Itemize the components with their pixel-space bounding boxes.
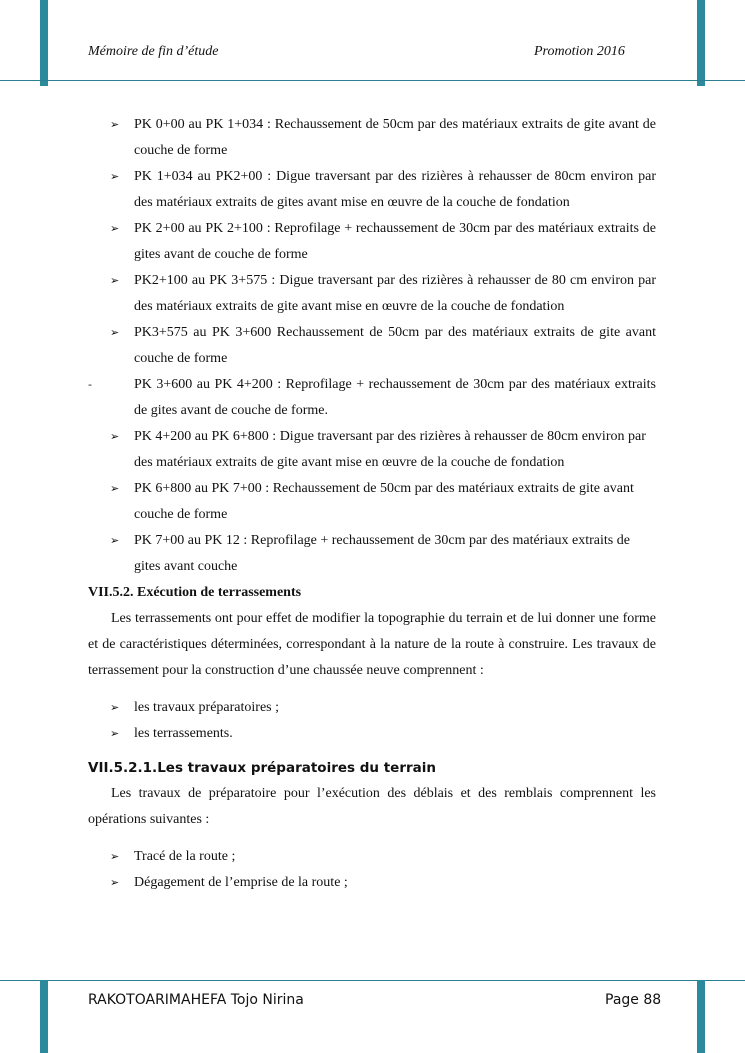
list-item-text: PK 3+600 au PK 4+200 : Reprofilage + rechaussement de 30cm par des matériaux extraits de gites avant de couche de forme. <box>134 377 656 418</box>
section-paragraph: Les terrassements ont pour effet de modifier la topographie du terrain et de lui donner une forme et de caractéristiques déterminées, correspondant à la nature de la route à construire. Les travaux de terrassement pour la construction d’une chaussée neuve comprennent : <box>88 611 656 678</box>
arrow-bullet-icon: ➢ <box>110 326 120 339</box>
list-item-text: PK 2+00 au PK 2+100 : Reprofilage + rechaussement de 30cm par des matériaux extraits de gites avant de couche de forme <box>134 221 656 262</box>
list-item <box>88 476 656 528</box>
list-item-text: PK 1+034 au PK2+00 : Digue traversant par des rizières à rehausser de 80cm environ par des matériaux extraits de gites avant mise en œuvre de la couche de fondation <box>134 169 656 210</box>
subsection-paragraph: Les travaux de préparatoire pour l’exécution des déblais et des remblais comprennent les opérations suivantes : <box>88 786 656 827</box>
arrow-bullet-icon: ➢ <box>110 430 120 443</box>
arrow-bullet-icon: ➢ <box>110 482 120 495</box>
page-content <box>88 112 656 896</box>
section-heading: VII.5.2. Exécution de terrassements <box>88 585 302 600</box>
list-item <box>88 528 656 580</box>
subsection-heading: VII.5.2.1.Les travaux préparatoires du terrain <box>88 760 437 776</box>
header-rule <box>0 80 745 81</box>
works-list <box>88 695 656 747</box>
list-item <box>88 216 656 268</box>
arrow-bullet-icon: ➢ <box>110 701 120 714</box>
page-number: Page 88 <box>605 992 662 1008</box>
left-top-bar <box>40 0 48 86</box>
arrow-bullet-icon: ➢ <box>110 118 120 131</box>
footer-rule <box>0 980 745 981</box>
list-item-text: PK 7+00 au PK 12 : Reprofilage + rechaussement de 30cm par des matériaux extraits de gites avant couche <box>134 533 630 574</box>
header-promotion: Promotion 2016 <box>534 44 625 59</box>
list-item <box>88 721 656 747</box>
list-item-text: Dégagement de l’emprise de la route ; <box>134 875 348 890</box>
arrow-bullet-icon: ➢ <box>110 727 120 740</box>
arrow-bullet-icon: ➢ <box>110 876 120 889</box>
right-bottom-bar <box>697 980 705 1053</box>
arrow-bullet-icon: ➢ <box>110 850 120 863</box>
list-item <box>88 268 656 320</box>
arrow-bullet-icon: ➢ <box>110 170 120 183</box>
footer-author: RAKOTOARIMAHEFA Tojo Nirina <box>88 992 304 1008</box>
list-item <box>88 112 656 164</box>
list-item <box>88 164 656 216</box>
list-item-text: PK3+575 au PK 3+600 Rechaussement de 50cm par des matériaux extraits de gite avant couche de forme <box>134 325 656 366</box>
dash-bullet-icon: - <box>88 378 92 391</box>
list-item-text: PK2+100 au PK 3+575 : Digue traversant par des rizières à rehausser de 80 cm environ par des matériaux extraits de gite avant mise en œuvre de la couche de fondation <box>134 273 656 314</box>
list-item <box>88 320 656 372</box>
header-title: Mémoire de fin d’étude <box>88 44 219 59</box>
arrow-bullet-icon: ➢ <box>110 222 120 235</box>
arrow-bullet-icon: ➢ <box>110 274 120 287</box>
right-top-bar <box>697 0 705 86</box>
list-item <box>88 424 656 476</box>
list-item-text: PK 6+800 au PK 7+00 : Rechaussement de 50cm par des matériaux extraits de gite avant couche de forme <box>134 481 634 522</box>
list-item <box>88 870 656 896</box>
list-item <box>88 695 656 721</box>
operations-list <box>88 844 656 896</box>
list-item-text: les travaux préparatoires ; <box>134 700 279 715</box>
list-item <box>88 844 656 870</box>
list-item-text: PK 0+00 au PK 1+034 : Rechaussement de 50cm par des matériaux extraits de gite avant de couche de forme <box>134 117 656 158</box>
list-item-text: Tracé de la route ; <box>134 849 236 864</box>
arrow-bullet-icon: ➢ <box>110 534 120 547</box>
list-item-text: les terrassements. <box>134 726 233 741</box>
pk-list <box>88 112 656 580</box>
left-bottom-bar <box>40 980 48 1053</box>
list-item-text: PK 4+200 au PK 6+800 : Digue traversant par des rizières à rehausser de 80cm environ par des matériaux extraits de gite avant mise en œuvre de la couche de fondation <box>134 429 646 470</box>
list-item <box>88 372 656 424</box>
